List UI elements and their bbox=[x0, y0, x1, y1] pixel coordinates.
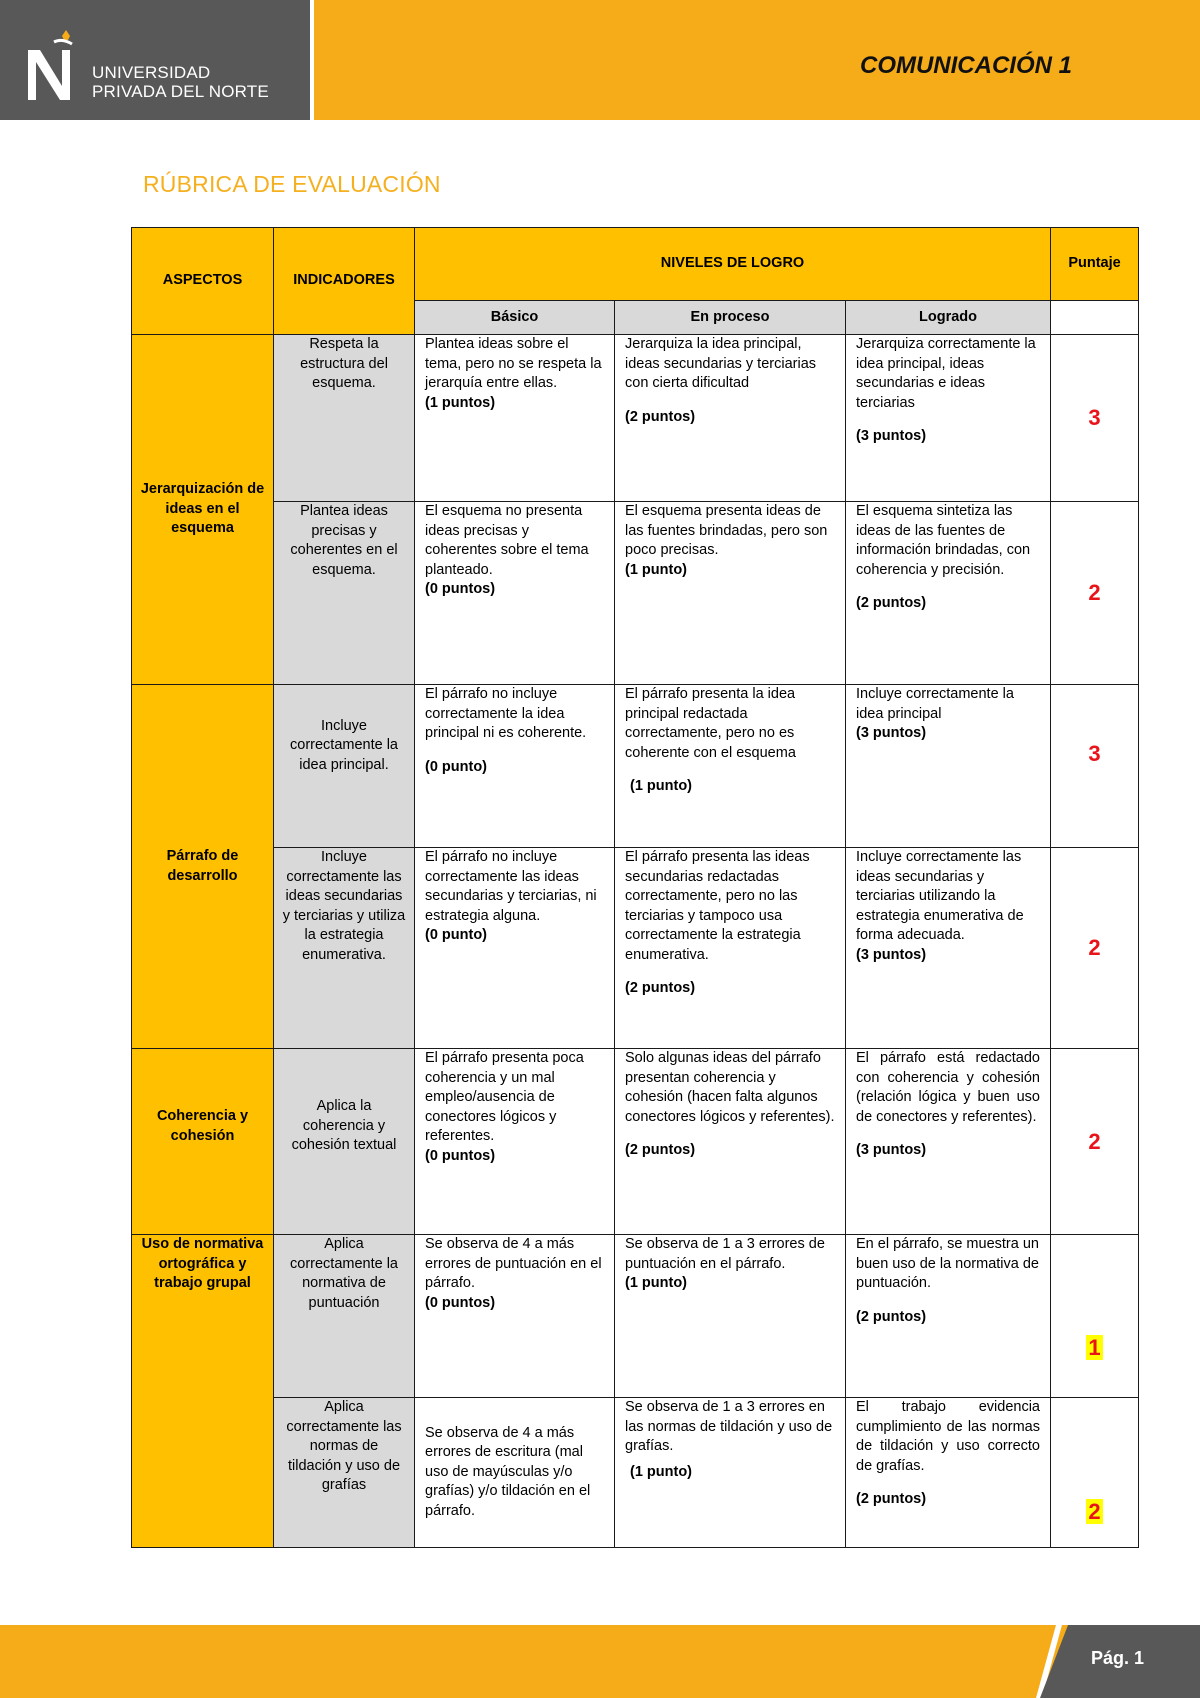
score-cell: 3 bbox=[1051, 685, 1139, 848]
basico-points: (0 punto) bbox=[425, 758, 488, 775]
logrado-points: (3 puntos) bbox=[856, 946, 927, 963]
basico-cell bbox=[415, 685, 615, 848]
header-indicadores: INDICADORES bbox=[274, 228, 415, 335]
proceso-text: El párrafo presenta la idea principal redactada correctamente, pero no es coherente con el esquema bbox=[625, 686, 796, 761]
header-row bbox=[132, 228, 1139, 301]
basico-text: Se observa de 4 a más errores de escritura (mal uso de mayúsculas y/o grafías) y/o tildación en el párrafo. bbox=[425, 1424, 591, 1519]
logrado-text: El trabajo evidencia cumplimiento de las normas de tildación y uso correcto de grafías. bbox=[856, 1399, 1040, 1474]
header-puntaje: Puntaje bbox=[1051, 228, 1139, 301]
header-basico: Básico bbox=[415, 301, 615, 335]
score-cell: 2 bbox=[1051, 848, 1139, 1049]
score-value: 2 bbox=[1088, 1498, 1101, 1524]
proceso-points: (1 punto) bbox=[630, 1463, 693, 1480]
basico-cell bbox=[415, 1049, 615, 1235]
aspect-cell: Coherencia y cohesión bbox=[132, 1049, 274, 1235]
basico-text: El párrafo presenta poca coherencia y un mal empleo/ausencia de conectores lógicos y referentes. bbox=[425, 1050, 584, 1144]
header-aspectos: ASPECTOS bbox=[132, 228, 274, 335]
indicator-cell: Aplica la coherencia y cohesión textual bbox=[274, 1049, 415, 1235]
basico-text: El esquema no presenta ideas precisas y coherentes sobre el tema planteado. bbox=[425, 503, 589, 578]
proceso-points: (1 punto) bbox=[630, 778, 693, 794]
score-cell: 3 bbox=[1051, 335, 1139, 502]
logrado-cell bbox=[846, 1398, 1051, 1548]
indicator-cell: Plantea ideas precisas y coherentes en el esquema. bbox=[274, 502, 415, 685]
logrado-cell bbox=[846, 1049, 1051, 1235]
proceso-text: Se observa de 1 a 3 errores de puntuación en el párrafo. bbox=[625, 1236, 825, 1272]
proceso-points: (2 puntos) bbox=[625, 1142, 696, 1158]
score-cell: 2 bbox=[1051, 502, 1139, 685]
proceso-text: El esquema presenta ideas de las fuentes brindadas, pero son poco precisas. bbox=[625, 503, 828, 558]
header-course-band bbox=[314, 0, 1200, 120]
course-title: COMUNICACIÓN 1 bbox=[859, 52, 1072, 79]
logrado-points: (3 puntos) bbox=[856, 1142, 927, 1158]
basico-text: Se observa de 4 a más errores de puntuación en el párrafo. bbox=[425, 1236, 602, 1291]
score-cell bbox=[1051, 1398, 1139, 1548]
proceso-points: (1 punto) bbox=[625, 1275, 688, 1291]
basico-points: (0 puntos) bbox=[425, 1294, 496, 1311]
indicator-cell: Incluye correctamente la idea principal. bbox=[274, 685, 415, 848]
table-row bbox=[132, 1398, 1139, 1548]
proceso-cell bbox=[615, 848, 846, 1049]
basico-cell bbox=[415, 502, 615, 685]
basico-points: (1 puntos) bbox=[425, 394, 496, 411]
header-logrado: Logrado bbox=[846, 301, 1051, 335]
logrado-text: Jerarquiza correctamente la idea principal, ideas secundarias e ideas terciarias bbox=[856, 336, 1036, 411]
basico-text: Plantea ideas sobre el tema, pero no se respeta la jerarquía entre ellas. bbox=[425, 336, 602, 391]
table-row bbox=[132, 1235, 1139, 1398]
proceso-text: Se observa de 1 a 3 errores en las normas de tildación y uso de grafías. bbox=[625, 1399, 833, 1454]
logrado-cell bbox=[846, 502, 1051, 685]
proceso-points: (2 puntos) bbox=[625, 980, 696, 996]
proceso-cell bbox=[615, 1235, 846, 1398]
logrado-cell bbox=[846, 1235, 1051, 1398]
basico-points: (0 punto) bbox=[425, 927, 488, 943]
basico-cell bbox=[415, 1235, 615, 1398]
logrado-cell bbox=[846, 685, 1051, 848]
logrado-text: En el párrafo, se muestra un buen uso de la normativa de puntuación. bbox=[856, 1236, 1039, 1291]
proceso-cell bbox=[615, 335, 846, 502]
logrado-points: (2 puntos) bbox=[856, 1491, 927, 1507]
logo-text bbox=[92, 63, 269, 101]
basico-text: El párrafo no incluye correctamente las ideas secundarias y terciarias, ni estrategia alguna. bbox=[425, 849, 597, 924]
header-en-proceso: En proceso bbox=[615, 301, 846, 335]
aspect-cell: Uso de normativa ortográfica y trabajo grupal bbox=[132, 1235, 274, 1548]
proceso-points: (1 punto) bbox=[625, 561, 688, 578]
basico-points: (0 puntos) bbox=[425, 1147, 496, 1164]
proceso-cell bbox=[615, 502, 846, 685]
basico-cell bbox=[415, 1398, 615, 1548]
proceso-cell bbox=[615, 1049, 846, 1235]
proceso-text: Jerarquiza la idea principal, ideas secundarias y terciarias con cierta dificultad bbox=[625, 336, 817, 391]
aspect-cell: Párrafo de desarrollo bbox=[132, 685, 274, 1049]
logrado-text: Incluye correctamente las ideas secundarias y terciarias utilizando la estrategia enumerativa de forma adecuada. bbox=[856, 849, 1024, 943]
basico-cell bbox=[415, 335, 615, 502]
table-row bbox=[132, 848, 1139, 1049]
table-row bbox=[132, 685, 1139, 848]
table-row bbox=[132, 1049, 1139, 1235]
logrado-text: Incluye correctamente la idea principal bbox=[856, 686, 1014, 722]
basico-points: (0 puntos) bbox=[425, 581, 496, 597]
basico-text: El párrafo no incluye correctamente la idea principal ni es coherente. bbox=[425, 686, 587, 741]
score-cell: 2 bbox=[1051, 1049, 1139, 1235]
basico-cell bbox=[415, 848, 615, 1049]
header-niveles: NIVELES DE LOGRO bbox=[415, 228, 1051, 301]
logo-line2: PRIVADA DEL NORTE bbox=[92, 82, 269, 101]
proceso-cell bbox=[615, 685, 846, 848]
proceso-text: Solo algunas ideas del párrafo presentan coherencia y cohesión (hacen falta algunos conectores lógicos y referentes). bbox=[625, 1050, 835, 1125]
logrado-cell bbox=[846, 335, 1051, 502]
header-logo-band bbox=[0, 0, 310, 120]
logrado-text: El párrafo está redactado con coherencia y cohesión (relación lógica y buen uso de conectores y referentes). bbox=[856, 1050, 1040, 1125]
page-number: Pág. 1 bbox=[1090, 1648, 1144, 1668]
indicator-cell: Incluye correctamente las ideas secundarias y terciarias y utiliza la estrategia enumerativa. bbox=[274, 848, 415, 1049]
proceso-points: (2 puntos) bbox=[625, 408, 696, 425]
document-title: RÚBRICA DE EVALUACIÓN bbox=[143, 171, 441, 197]
logrado-cell bbox=[846, 848, 1051, 1049]
table-row bbox=[132, 335, 1139, 502]
upn-logo-icon bbox=[24, 30, 80, 102]
indicator-cell: Aplica correctamente las normas de tildación y uso de grafías bbox=[274, 1398, 415, 1548]
logrado-text: El esquema sintetiza las ideas de las fuentes de información brindadas, con coherencia y precisión. bbox=[856, 503, 1031, 578]
table-row bbox=[132, 502, 1139, 685]
logrado-points: (3 puntos) bbox=[856, 428, 927, 444]
aspect-cell: Jerarquización de ideas en el esquema bbox=[132, 335, 274, 685]
logo-line1: UNIVERSIDAD bbox=[92, 63, 211, 82]
logrado-points: (2 puntos) bbox=[856, 1308, 927, 1325]
footer-bar bbox=[0, 1625, 1200, 1698]
logrado-points: (3 puntos) bbox=[856, 725, 927, 741]
indicator-cell: Aplica correctamente la normativa de puntuación bbox=[274, 1235, 415, 1398]
rubric-table bbox=[131, 227, 1139, 1548]
header-puntaje-blank bbox=[1051, 301, 1139, 335]
score-value: 1 bbox=[1088, 1334, 1101, 1360]
logrado-points: (2 puntos) bbox=[856, 595, 927, 611]
proceso-cell bbox=[615, 1398, 846, 1548]
score-cell bbox=[1051, 1235, 1139, 1398]
indicator-cell: Respeta la estructura del esquema. bbox=[274, 335, 415, 502]
proceso-text: El párrafo presenta las ideas secundarias redactadas correctamente, pero no las terciarias y tampoco usa correctamente la estrategia enumerativa. bbox=[625, 849, 810, 963]
